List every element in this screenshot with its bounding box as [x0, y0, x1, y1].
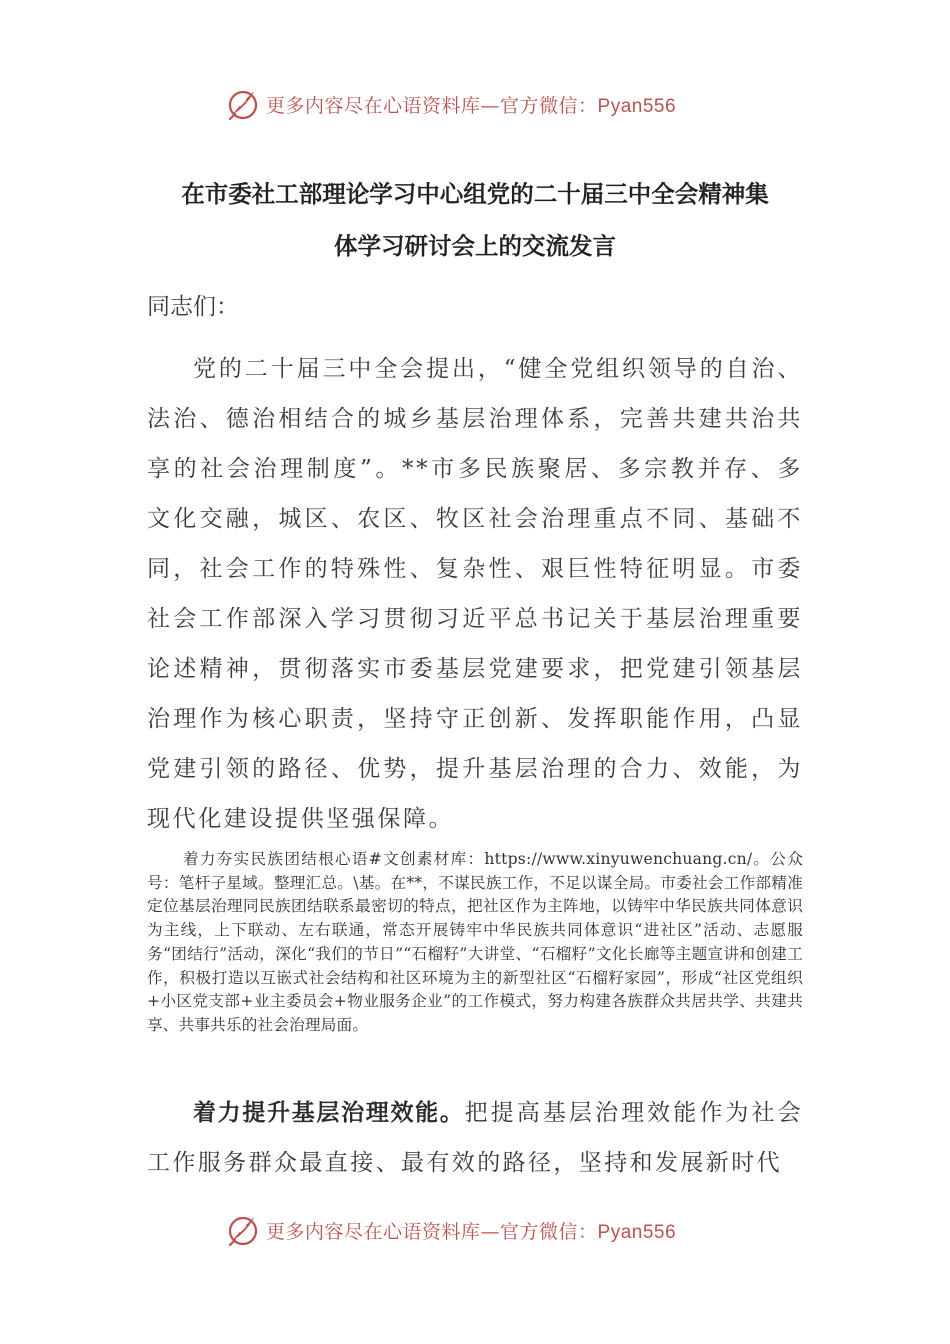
title-line-2: 体学习研讨会上的交流发言	[334, 232, 616, 260]
footer-watermark	[226, 1210, 676, 1250]
watermark-wechat-id: Pyan556	[597, 1221, 677, 1243]
body-paragraph-1: 党的二十届三中全会提出，“健全党组织领导的自治、法治、德治相结合的城乡基层治理体系，完善共建共治共享的社会治理制度”。**市多民族聚居、多宗教并存、多文化交融，城区、农区、牧区社会治理重点不同、基础不同，社会工作的特殊性、复杂性、艰巨性特征明显。市委社会工作部深入学习贯彻习近平总书记关于基层治理重要论述精神，贯彻落实市委基层党建要求，把党建引领基层治理作为核心职责，坚持守正创新、发挥职能作用，凸显党建引领的路径、优势，提升基层治理的合力、效能，为现代化建设提供坚强保障。	[147, 356, 803, 832]
salutation: 同志们：	[147, 294, 239, 320]
watermark-text: 更多内容尽在心语资料库—官方微信：Pyan556	[266, 1220, 677, 1243]
document-title	[140, 168, 810, 272]
paragraph-3-lead: 着力提升基层治理效能。	[193, 1100, 465, 1126]
watermark-wechat-id: Pyan556	[597, 95, 677, 117]
quill-pen-logo-icon	[226, 1213, 260, 1247]
quill-pen-logo-icon	[226, 87, 260, 121]
header-watermark	[226, 84, 676, 124]
watermark-text: 更多内容尽在心语资料库—官方微信：Pyan556	[266, 94, 677, 117]
body-paragraph-3	[147, 1088, 803, 1188]
title-line-1: 在市委社工部理论学习中心组党的二十届三中全会精神集	[181, 180, 769, 208]
paragraph-3-body: 把提高基层治理效能作为社会工作服务群众最直接、最有效的路径，坚持和发展新时代	[147, 1100, 804, 1176]
body-paragraph-2: 着力夯实民族团结根心语#文创素材库：https://www.xinyuwenchuang.cn/。公众号：笔杆子星域。整理汇总。\基。在**，不谋民族工作，不足以谋全局。市委社会工作部精准定位基层治理同民族团结联系最密切的特点，把社区作为主阵地，以铸牢中华民族共同体意识为主线，上下联动、左右联通，常态开展铸牢中华民族共同体意识“进社区”活动、志愿服务“团结行”活动，深化“我们的节日”“石榴籽”大讲堂、“石榴籽”文化长廊等主题宣讲和创建工作，积极打造以互嵌式社会结构和社区环境为主的新型社区“石榴籽家园”，形成“社区党组织+小区党支部+业主委员会+物业服务企业”的工作模式，努力构建各族群众共居共学、共建共享、共事共乐的社会治理局面。	[147, 850, 803, 1034]
